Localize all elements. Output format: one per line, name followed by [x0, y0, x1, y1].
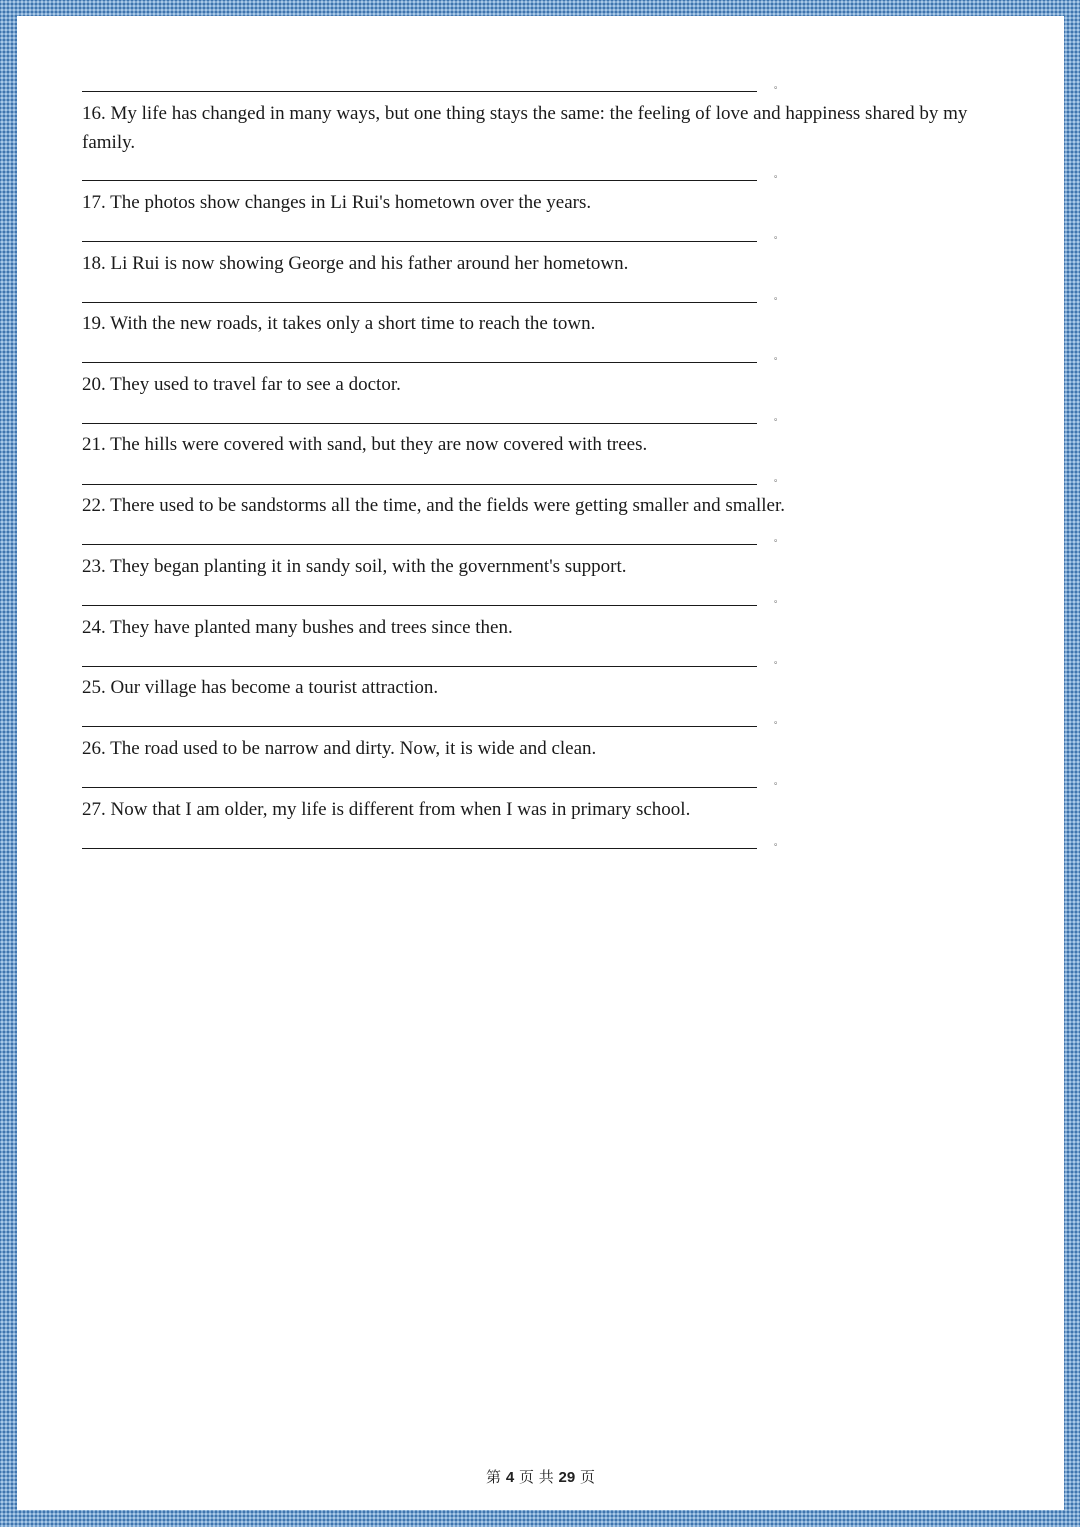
- line-end-mark: 。: [774, 474, 784, 484]
- question-20: 20. They used to travel far to see a doctor.: [82, 374, 401, 395]
- footer-prefix: 第: [486, 1468, 502, 1486]
- question-21: 21. The hills were covered with sand, but they are now covered with trees.: [82, 434, 648, 455]
- question-24: 24. They have planted many bushes and trees since then.: [82, 617, 513, 638]
- question-27: 27. Now that I am older, my life is different from when I was in primary school.: [82, 799, 691, 820]
- line-end-mark: 。: [774, 413, 784, 423]
- line-end-mark: 。: [774, 170, 784, 180]
- answer-line-19[interactable]: [82, 362, 757, 363]
- question-26: 26. The road used to be narrow and dirty. Now, it is wide and clean.: [82, 738, 597, 759]
- line-end-mark: 。: [774, 534, 784, 544]
- line-end-mark: 。: [774, 716, 784, 726]
- question-19: 19. With the new roads, it takes only a short time to reach the town.: [82, 313, 596, 334]
- answer-line-20[interactable]: [82, 423, 757, 424]
- total-page-number: 29: [558, 1469, 576, 1486]
- question-17: 17. The photos show changes in Li Rui's hometown over the years.: [82, 192, 592, 213]
- line-end-mark: 。: [774, 81, 784, 91]
- answer-line-18[interactable]: [82, 302, 757, 303]
- answer-line-27[interactable]: [82, 848, 757, 849]
- page-footer: [17, 1466, 1064, 1487]
- line-end-mark: 。: [774, 231, 784, 241]
- question-16: 16. My life has changed in many ways, but one thing stays the same: the feeling of love and happiness shared by my family.: [82, 103, 968, 153]
- answer-line-21[interactable]: [82, 484, 757, 485]
- question-23: 23. They began planting it in sandy soil, with the government's support.: [82, 556, 627, 577]
- line-end-mark: 。: [774, 777, 784, 787]
- footer-middle: 页 共: [518, 1468, 554, 1486]
- answer-line-26[interactable]: [82, 787, 757, 788]
- question-25: 25. Our village has become a tourist attraction.: [82, 677, 439, 698]
- line-end-mark: 。: [774, 656, 784, 666]
- answer-line-22[interactable]: [82, 544, 757, 545]
- answer-line-24[interactable]: [82, 666, 757, 667]
- answer-line-25[interactable]: [82, 726, 757, 727]
- answer-line-23[interactable]: [82, 605, 757, 606]
- question-18: 18. Li Rui is now showing George and his father around her hometown.: [82, 253, 629, 274]
- answer-line-16[interactable]: [82, 180, 757, 181]
- worksheet-page: [17, 16, 1064, 1510]
- line-end-mark: 。: [774, 352, 784, 362]
- question-22: 22. There used to be sandstorms all the time, and the fields were getting smaller and smaller.: [82, 495, 785, 516]
- line-end-mark: 。: [774, 292, 784, 302]
- answer-line[interactable]: [82, 91, 757, 92]
- line-end-mark: 。: [774, 838, 784, 848]
- answer-line-17[interactable]: [82, 241, 757, 242]
- current-page-number: 4: [505, 1469, 515, 1486]
- line-end-mark: 。: [774, 595, 784, 605]
- footer-suffix: 页: [579, 1468, 595, 1486]
